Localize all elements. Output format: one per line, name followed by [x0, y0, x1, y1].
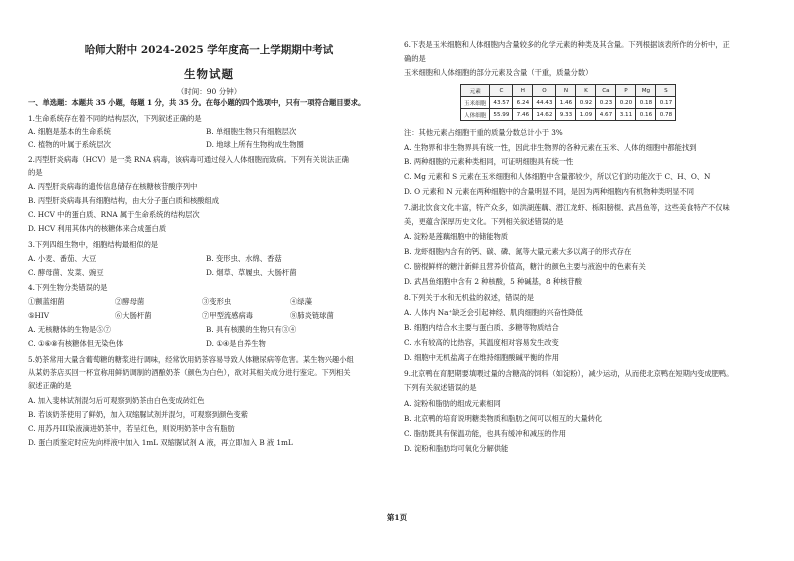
- q4-organism-8: ⑧肺炎链球菌: [290, 311, 334, 320]
- table-header-cell: Mg: [636, 85, 656, 97]
- table-cell: 人体细胞: [461, 109, 490, 121]
- q5-stem-cont1: 从某奶茶店买回一杯宣称用鲜奶调制的酒酿奶茶（颜色为白色），欲对其相关成分进行鉴定。下列相关: [28, 368, 351, 377]
- table-header-cell: K: [576, 85, 596, 97]
- q9-option-a: A. 淀粉和脂肪的组成元素相同: [404, 399, 501, 408]
- q5-option-c: C. 用苏丹III染液滴进奶茶中，若呈红色，则说明奶茶中含有脂肪: [28, 424, 235, 433]
- q9-stem: 9.北京鸭在育肥期要填喂过量的含糖高的饲料（如淀粉），减少运动，从而使北京鸭在短期内变成肥鸭。: [404, 369, 734, 378]
- table-header-cell: 元素: [461, 85, 490, 97]
- table-cell: 玉米细胞: [461, 97, 490, 109]
- table-cell: 0.78: [656, 109, 676, 121]
- q4-organism-6: ⑥大肠杆菌: [115, 311, 152, 320]
- q6-option-a: A. 生物界和非生物界具有统一性，因此非生物界的各种元素在玉米、人体的细胞中都能找到: [404, 143, 697, 152]
- q4-option-a: A. 无核糖体的生物是⑤⑦: [28, 325, 111, 334]
- q6-option-b: B. 两种细胞的元素种类相同，可证明细胞具有统一性: [404, 157, 574, 166]
- q7-option-d: D. 武昌鱼细胞中含有 2 种核酸，5 种碱基，8 种核苷酸: [404, 277, 582, 286]
- q6-stem-cont: 确的是: [404, 54, 426, 63]
- q5-option-d: D. 蛋白质鉴定时应先向样液中加入 1mL 双缩脲试剂 A 液，再立即加入 B 液 1mL: [28, 438, 293, 447]
- q7-stem-cont: 美，更蕴含深厚历史文化。下列相关叙述错误的是: [404, 217, 564, 226]
- q7-option-a: A. 淀粉是莲藕细胞中的储能物质: [404, 232, 508, 241]
- q1-stem: 1.生命系统存在着不同的结构层次，下列叙述正确的是: [28, 114, 202, 123]
- q1-option-b: B. 单细胞生物只有细胞层次: [206, 127, 297, 136]
- q8-stem: 8.下列关于水和无机盐的叙述，错误的是: [404, 293, 535, 302]
- q9-option-d: D. 淀粉和脂肪均可氧化分解供能: [404, 444, 509, 453]
- table-cell: 14.62: [533, 109, 556, 121]
- table-header-cell: O: [533, 85, 556, 97]
- q8-option-c: C. 水有较高的比热容，其温度相对容易发生改变: [404, 338, 559, 347]
- q9-option-c: C. 脂肪既具有保温功能，也具有缓冲和减压的作用: [404, 429, 566, 438]
- q3-option-c: C. 酵母菌、发菜、豌豆: [28, 268, 104, 277]
- q9-stem-cont: 下列有关叙述错误的是: [404, 383, 477, 392]
- q8-option-b: B. 细胞内结合水主要与蛋白质、多糖等物质结合: [404, 323, 559, 332]
- table-header-cell: C: [490, 85, 513, 97]
- table-cell: 9.33: [556, 109, 576, 121]
- q5-option-b: B. 若该奶茶使用了鲜奶，加入双缩脲试剂并混匀，可观察到颜色变紫: [28, 410, 249, 419]
- q4-organism-1: ①颤蓝细菌: [28, 297, 65, 306]
- q3-option-b: B. 变形虫、水绵、香菇: [206, 254, 282, 263]
- q7-option-c: C. 膀棍鲜样的糖汁新鲜且营养价值高，糖汁的颜色主要与液泡中的色素有关: [404, 262, 646, 271]
- q2-option-b: B. 丙型肝炎病毒具有细胞结构，由大分子蛋白质和核酸组成: [28, 196, 220, 205]
- table-cell: 6.24: [513, 97, 533, 109]
- q4-option-d: D. ①④是自养生物: [206, 339, 266, 348]
- q5-stem: 5.奶茶常用大量含葡萄糖的糖浆进行调味，经常饮用奶茶容易导致人体糖尿病等危害。某生物兴趣小组: [28, 355, 354, 364]
- page-number: 第1页: [386, 513, 408, 522]
- q8-option-d: D. 细胞中无机盐离子在维持细胞酸碱平衡的作用: [404, 353, 560, 362]
- table-cell: 44.43: [533, 97, 556, 109]
- q4-option-b: B. 具有核膜的生物只有③④: [206, 325, 297, 334]
- table-cell: 4.67: [596, 109, 616, 121]
- q7-option-b: B. 龙虾细胞内含有的钙、碳、磷、氮等大量元素大多以离子的形式存在: [404, 247, 632, 256]
- q1-option-d: D. 地球上所有生物构成生物圈: [206, 140, 304, 149]
- q6-stem: 6.下表是玉米细胞和人体细胞内含量较多的化学元素的种类及其含量。下列根据该表所作的分析中，正: [404, 40, 730, 49]
- q2-option-d: D. HCV 利用其体内的核糖体来合成蛋白质: [28, 224, 167, 233]
- table-row: [461, 97, 676, 109]
- table-header-cell: P: [616, 85, 636, 97]
- table-header-cell: Ca: [596, 85, 616, 97]
- q9-option-b: B. 北京鸭的培育说明糖类物质和脂肪之间可以相互的大量转化: [404, 414, 603, 423]
- q4-stem: 4.下列生物分类错误的是: [28, 283, 108, 292]
- table-header-cell: S: [656, 85, 676, 97]
- q8-option-a: A. 人体内 Na⁺缺乏会引起神经、肌肉细胞的兴奋性降低: [404, 308, 583, 317]
- q1-option-c: C. 植物的叶属于系统层次: [28, 140, 111, 149]
- table-cell: 55.99: [490, 109, 513, 121]
- table-header-row: [461, 85, 676, 97]
- section-header: 一、单选题：本题共 35 小题，每题 1 分，共 35 分。在每小题的四个选项中，只有一项符合题目要求。: [28, 98, 366, 107]
- table-cell: 0.20: [616, 97, 636, 109]
- q3-stem: 3.下列四组生物中，细胞结构最相似的是: [28, 240, 159, 249]
- q2-stem-cont: 的是: [28, 168, 43, 177]
- table-cell: 3.11: [616, 109, 636, 121]
- q3-option-a: A. 小麦、番茄、大豆: [28, 254, 97, 263]
- table-cell: 43.57: [490, 97, 513, 109]
- table-header-cell: N: [556, 85, 576, 97]
- table-cell: 1.46: [556, 97, 576, 109]
- q6-option-d: D. O 元素和 N 元素在两种细胞中的含量明显不同，是因为两种细胞内有机物种类明显不同: [404, 187, 695, 196]
- q2-stem: 2.丙型肝炎病毒（HCV）是一类 RNA 病毒，该病毒可通过侵入人体细胞而致病。下列有关说法正确: [28, 155, 349, 164]
- table-cell: 0.18: [636, 97, 656, 109]
- q7-stem: 7.湖北饮食文化丰富，特产众多，如洪湖莲藕、潜江龙虾、栎阳膀棍、武昌鱼等，这些美食特产不仅味: [404, 203, 730, 212]
- q6-option-c: C. Mg 元素和 S 元素在玉米细胞和人体细胞中含量都较少，所以它们的功能次于 C、H、O、N: [404, 172, 711, 181]
- q6-table-caption: 玉米细胞和人体细胞的部分元素及含量（干重，质量分数）: [404, 68, 593, 77]
- q5-option-a: A. 加入斐林试剂混匀后可观察到奶茶由白色变成砖红色: [28, 396, 205, 405]
- q4-organism-7: ⑦甲型流感病毒: [202, 311, 254, 320]
- exam-duration: （时间：90 分钟）: [176, 87, 242, 96]
- table-cell: 0.92: [576, 97, 596, 109]
- table-row: [461, 109, 676, 121]
- q3-option-d: D. 烟草、草履虫、大肠杆菌: [206, 268, 297, 277]
- table-cell: 0.16: [636, 109, 656, 121]
- table-cell: 1.09: [576, 109, 596, 121]
- table-cell: 7.46: [513, 109, 533, 121]
- table-header-cell: H: [513, 85, 533, 97]
- q4-organism-2: ②酵母菌: [115, 297, 145, 306]
- exam-title: 哈师大附中 2024-2025 学年度高一上学期期中考试: [84, 44, 334, 56]
- q4-option-c: C. ①⑥⑧有核糖体但无染色体: [28, 339, 124, 348]
- subject-title: 生物试题: [184, 67, 234, 81]
- q4-organism-4: ④绿藻: [290, 297, 312, 306]
- q2-option-c: C. HCV 中的蛋白质、RNA 属于生命系统的结构层次: [28, 210, 200, 219]
- q5-stem-cont2: 叙述正确的是: [28, 381, 72, 390]
- element-content-table: [460, 84, 676, 121]
- q4-organism-5: ⑤HIV: [28, 311, 50, 320]
- q6-table-note: 注：其他元素占细胞干重的质量分数总计小于 3%: [404, 128, 563, 137]
- table-cell: 0.23: [596, 97, 616, 109]
- q1-option-a: A. 细胞是基本的生命系统: [28, 127, 111, 136]
- table-cell: 0.17: [656, 97, 676, 109]
- q2-option-a: A. 丙型肝炎病毒的遗传信息储存在核糖核苷酸序列中: [28, 182, 198, 191]
- q4-organism-3: ③变形虫: [202, 297, 232, 306]
